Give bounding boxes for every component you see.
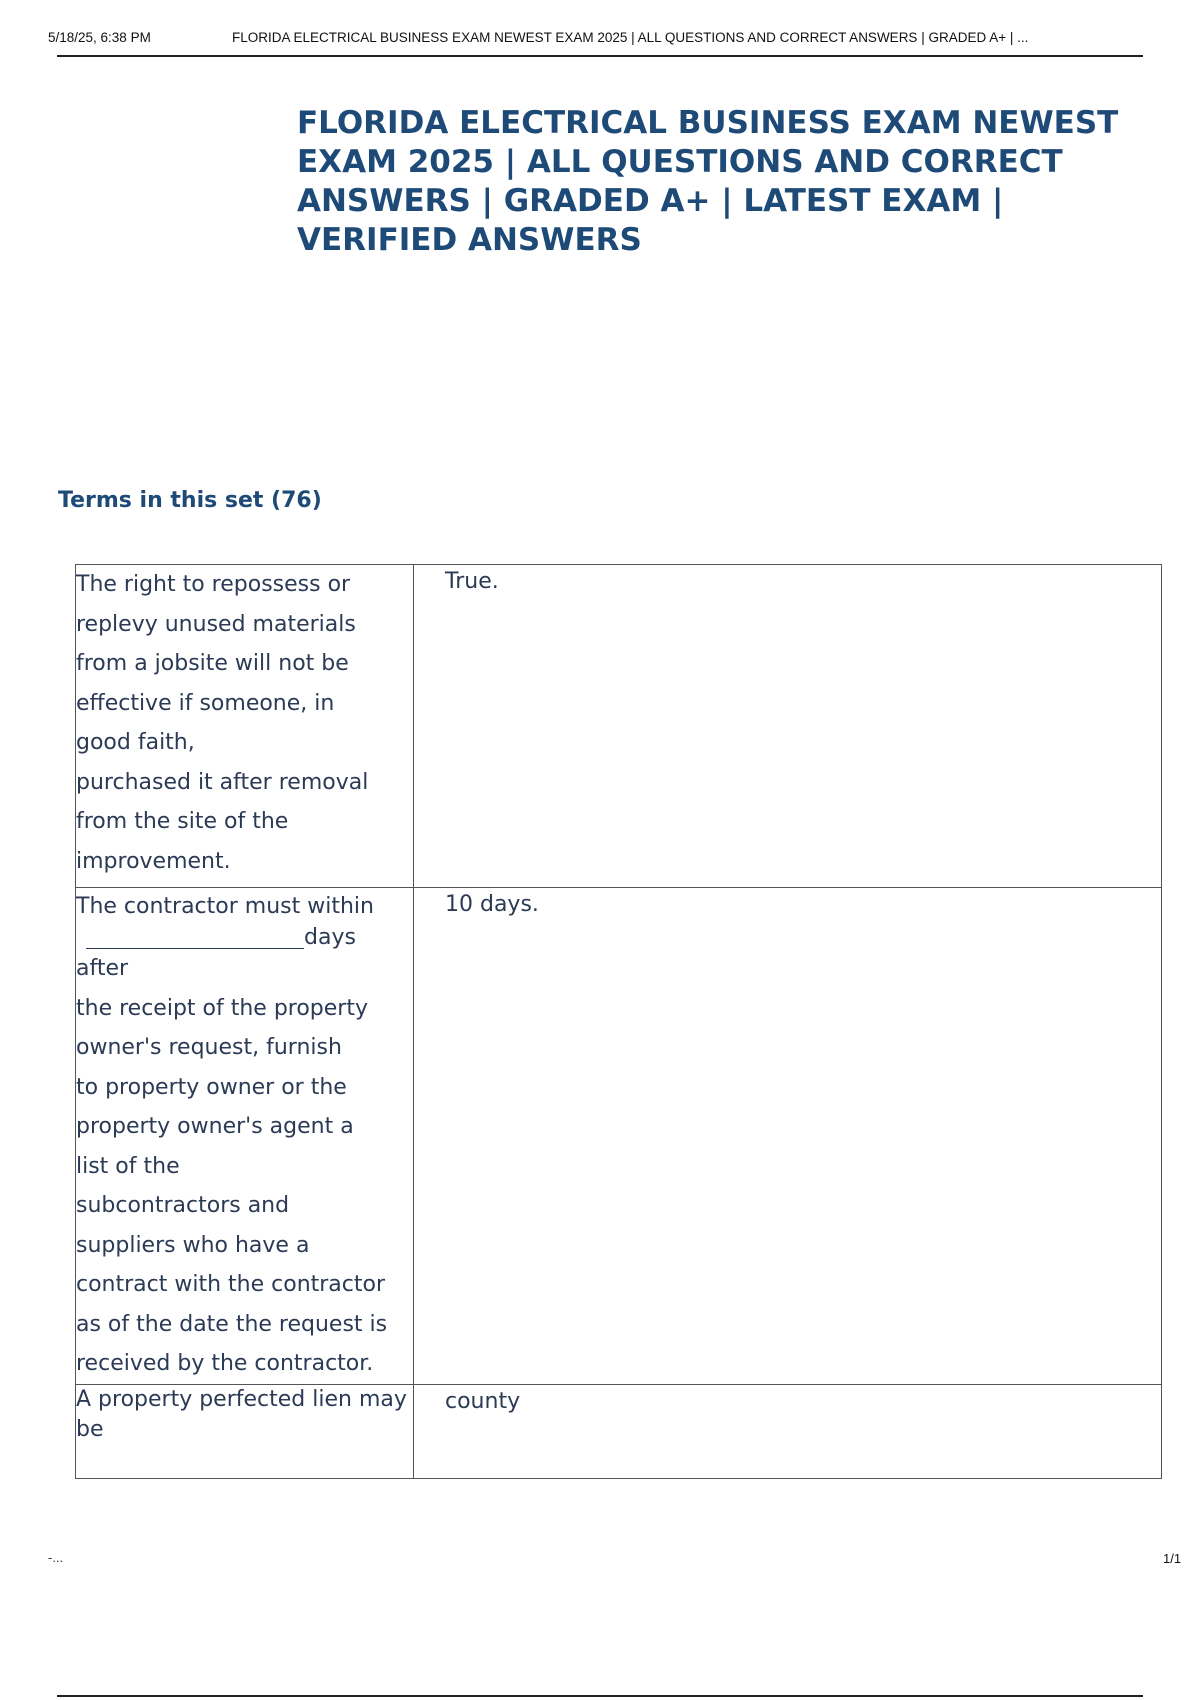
- print-header: [48, 30, 1183, 50]
- term-text: A property perfected lien may be: [76, 1387, 407, 1442]
- term-cell: [76, 1385, 414, 1479]
- terms-table: [75, 564, 1162, 1479]
- document-title: FLORIDA ELECTRICAL BUSINESS EXAM NEWEST EXAM 2025 | ALL QUESTIONS AND CORRECT ANSWERS | GRADED A+ | LATEST EXAM | VERIFIED ANSWERS: [297, 105, 1119, 258]
- term-text-line: The contractor must within: [76, 894, 374, 919]
- header-rule: [57, 55, 1143, 57]
- print-date: 5/18/25, 6:38 PM: [48, 30, 151, 45]
- definition-text: county: [445, 1389, 521, 1414]
- term-cell: [76, 888, 414, 1385]
- definition-text: 10 days.: [445, 892, 539, 917]
- term-text: The right to repossess or replevy unused materials from a jobsite will not be effective if someone, in good faith, purchased it after removal from the site of the improvement.: [76, 572, 369, 874]
- print-header-title: FLORIDA ELECTRICAL BUSINESS EXAM NEWEST EXAM 2025 | ALL QUESTIONS AND CORRECT ANSWERS | GRADED A+ | ...: [232, 30, 1029, 45]
- footer-rule: [57, 1695, 1143, 1697]
- term-text: after the receipt of the property owner's request, furnish to property owner or the property owner's agent a list of the subcontractors and suppliers who have a contract with the contractor as of the date the request is received by the contractor.: [76, 956, 388, 1376]
- definition-cell: [414, 565, 1162, 888]
- table-row: [76, 1385, 1162, 1479]
- definition-cell: [414, 1385, 1162, 1479]
- term-blank-suffix: days: [304, 925, 356, 950]
- table-row: [76, 565, 1162, 888]
- footer-url: -...: [48, 1550, 64, 1565]
- term-cell: [76, 565, 414, 888]
- terms-set-heading: Terms in this set (76): [58, 488, 322, 513]
- term-blank-line: [76, 926, 413, 949]
- definition-cell: [414, 888, 1162, 1385]
- fill-in-blank: [86, 926, 304, 949]
- table-row: [76, 888, 1162, 1385]
- definition-text: True.: [445, 569, 499, 594]
- page-number: 1/1: [1163, 1551, 1182, 1566]
